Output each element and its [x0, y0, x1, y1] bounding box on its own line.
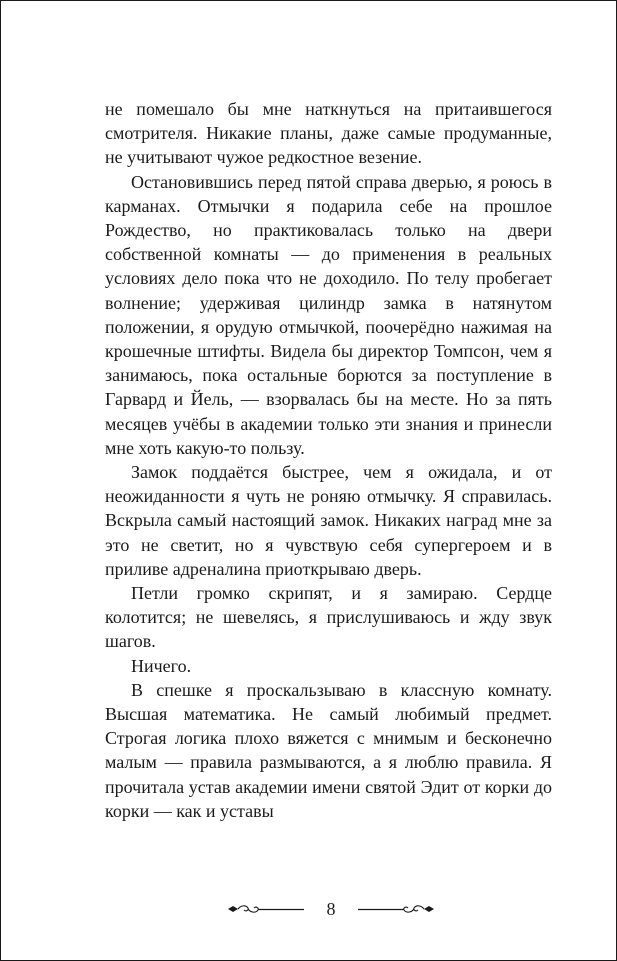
paragraph: Петли громко скрипят, и я замираю. Сердце колотится; не шевелясь, я прислушиваюсь и жду звук шагов.	[105, 583, 552, 652]
paragraph: Замок поддаётся быстрее, чем я ожидала, и от неожиданности я чуть не роняю отмычку. Я справилась. Вскрыла самый настоящий замок. Никаких наград мне за это не светит, но я чувствую себя супергероем и в приливе адреналина приоткрываю дверь.	[105, 462, 552, 579]
page-text	[105, 97, 552, 823]
right-flourish-icon	[357, 902, 435, 916]
paragraph: не помешало бы мне наткнуться на притаившегося смотрителя. Никакие планы, даже самые продуманные, не учитывают чужое редкостное везение.	[105, 99, 552, 168]
page-footer	[227, 896, 435, 924]
page-number: 8	[326, 899, 336, 919]
paragraph: Остановившись перед пятой справа дверью, я роюсь в карманах. Отмычки я подарила себе на прошлое Рождество, но практиковалась только на двери собственной комнаты — до применения в реальных условиях дело пока что не доходило. По телу пробегает волнение; удерживая цилиндр замка в натянутом положении, я орудую отмычкой, поочерёдно нажимая на крошечные штифты. Видела бы директор Томпсон, чем я занимаюсь, пока остальные борются за поступление в Гарвард и Йель, — взорвалась бы на месте. Но за пять месяцев учёбы в академии только эти знания и принесли мне хоть какую-то пользу.	[105, 171, 552, 458]
paragraph: Ничего.	[131, 655, 192, 676]
paragraph: В спешке я проскальзываю в классную комнату. Высшая математика. Не самый любимый предмет. Строгая логика плохо вяжется с мнимым и бесконечно малым — правила размываются, а я люблю правила. Я прочитала устав академии имени святой Эдит от корки до корки — как и уставы	[105, 679, 552, 821]
